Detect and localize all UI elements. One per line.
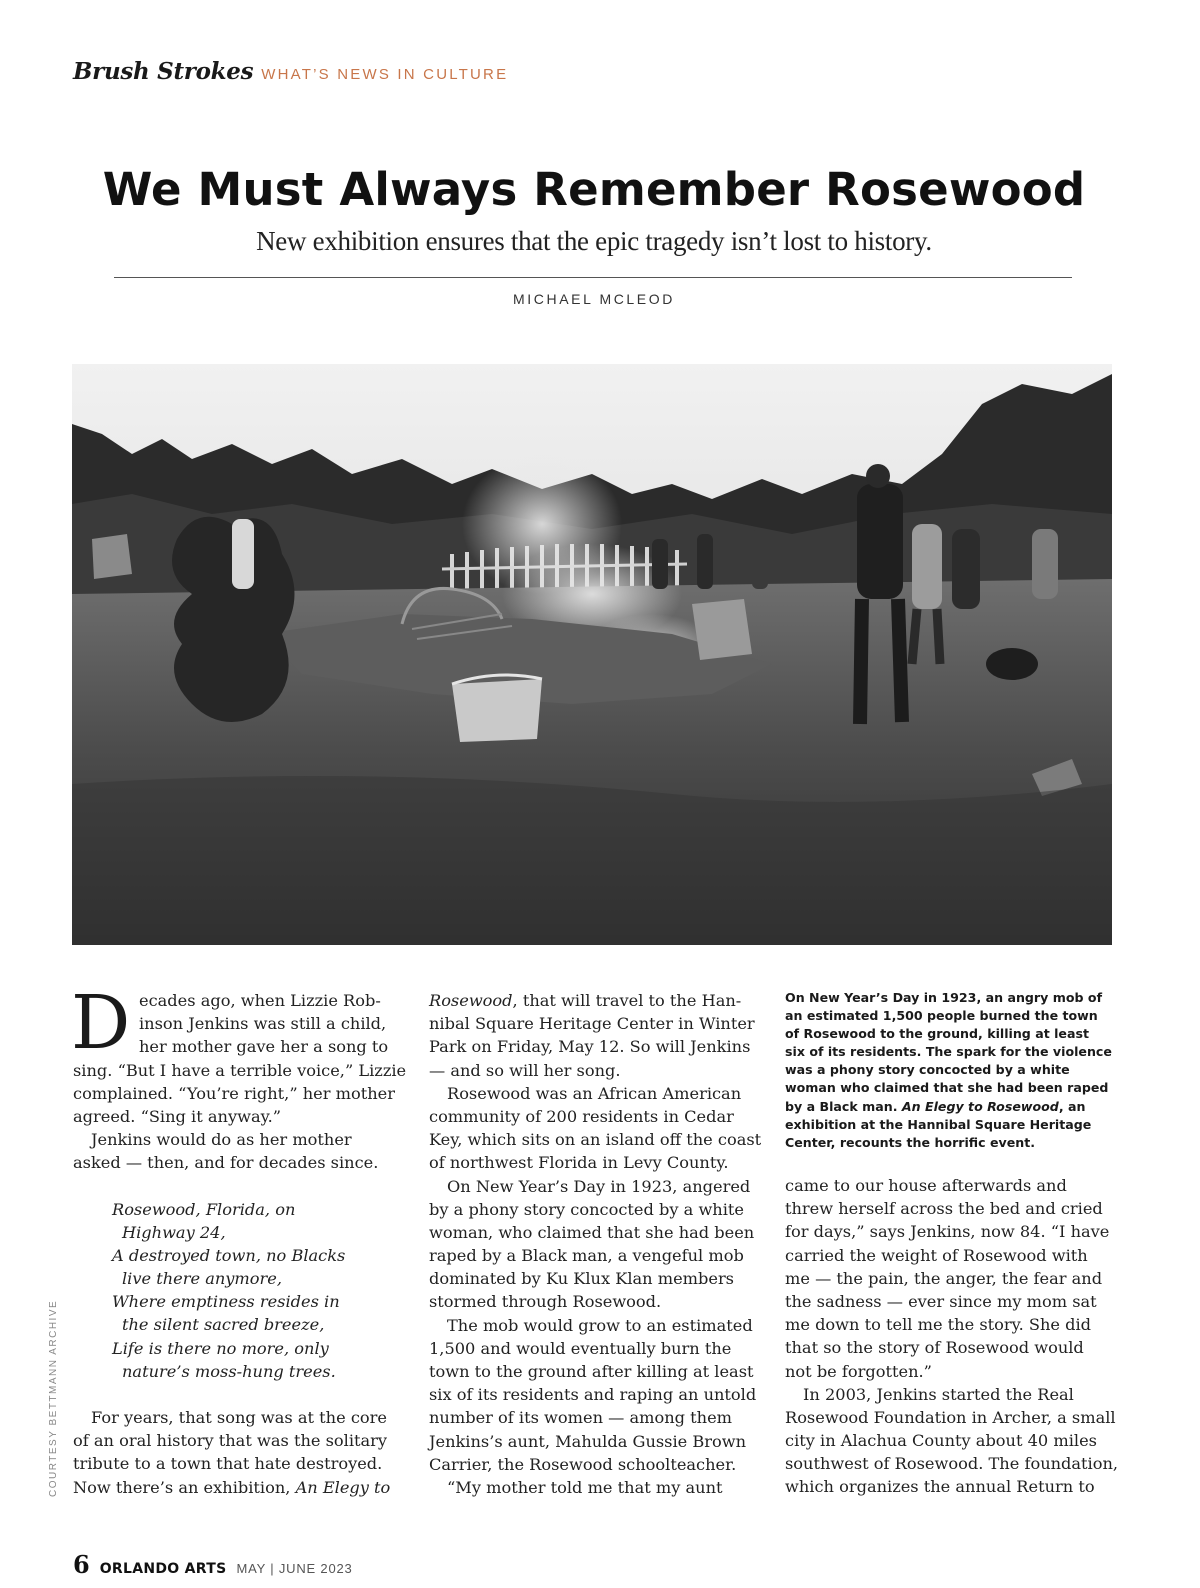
text-line: not be forgotten.”	[785, 1361, 932, 1381]
text-line: woman, who claimed that she had been	[429, 1222, 755, 1242]
song-lyrics	[73, 1198, 403, 1384]
paragraph	[785, 1383, 1119, 1499]
paragraph	[429, 1175, 759, 1314]
text-line: the sadness — ever since my mom sat	[785, 1291, 1097, 1311]
opening-paragraph	[71, 980, 407, 1128]
text-line: by a phony story concocted by a white	[429, 1199, 744, 1219]
text-line: Park on Friday, May 12. So will Jenkins	[429, 1037, 751, 1057]
paragraph	[429, 989, 759, 1082]
paragraph	[73, 1406, 403, 1499]
exhibition-title: Rosewood	[429, 991, 513, 1010]
lyric-line: Life is there no more, only	[112, 1338, 329, 1358]
pullquote-line: six of its residents. The spark for the violence	[785, 1044, 1112, 1060]
text-line: came to our house afterwards and	[785, 1176, 1067, 1195]
text-line: asked — then, and for decades since.	[73, 1153, 379, 1173]
article-photo	[72, 364, 1112, 945]
text-line: sing. “But I have a terrible voice,” Lizzie	[73, 1060, 407, 1080]
pullquote-line: was a phony story concocted by a white	[785, 1062, 1070, 1078]
text-line: of an oral history that was the solitary	[73, 1431, 388, 1451]
text-line: Key, which sits on an island off the coast	[429, 1130, 762, 1150]
text-line: ecades ago, when Lizzie Rob-	[139, 991, 381, 1010]
text-line: carried the weight of Rosewood with	[785, 1245, 1088, 1265]
divider	[114, 277, 1072, 278]
text-line: threw herself across the bed and cried	[785, 1199, 1103, 1219]
text-line: town to the ground after killing at least	[429, 1362, 754, 1381]
text-line: agreed. “Sing it anyway.”	[73, 1106, 282, 1126]
pullquote-line: Center, recounts the horrific event.	[785, 1134, 1036, 1150]
pullquote-line: exhibition at the Hannibal Square Heritage	[785, 1116, 1092, 1132]
paragraph	[73, 1128, 403, 1174]
text-line: raped by a Black man, a vengeful mob	[429, 1246, 744, 1266]
pullquote-line: an estimated 1,500 people burned the town	[785, 1008, 1098, 1024]
exhibition-title: An Elegy to Rosewood	[901, 1098, 1059, 1114]
text-line: that so the story of Rosewood would	[785, 1338, 1084, 1358]
section-title: Brush Strokes	[73, 58, 254, 85]
text-run: Now there’s an exhibition,	[73, 1477, 296, 1497]
article-column-3	[785, 1174, 1119, 1499]
headline: We Must Always Remember Rosewood	[102, 163, 1086, 216]
text-run: , an	[1058, 1098, 1086, 1114]
text-line: tribute to a town that hate destroyed.	[73, 1454, 383, 1474]
article-column-2	[429, 989, 762, 1499]
pullquote-line: of Rosewood to the ground, killing at least	[785, 1026, 1089, 1042]
paragraph	[429, 1314, 759, 1476]
text-run: by a Black man.	[785, 1098, 902, 1114]
paragraph	[429, 1476, 759, 1499]
text-line: of northwest Florida in Levy County.	[429, 1153, 729, 1173]
deck: New exhibition ensures that the epic tragedy isn’t lost to history.	[256, 226, 932, 256]
text-line: for days,” says Jenkins, now 84. “I have	[785, 1222, 1110, 1242]
text-line: Rosewood was an African American	[447, 1083, 742, 1103]
text-line: dominated by Ku Klux Klan members	[429, 1269, 734, 1289]
text-line: number of its women — among them	[429, 1408, 733, 1428]
text-line: 1,500 and would eventually burn the	[429, 1338, 732, 1358]
lyric-line: Where emptiness resides in	[112, 1292, 340, 1312]
lyric-line: A destroyed town, no Blacks	[112, 1245, 346, 1265]
text-line: me — the pain, the anger, the fear and	[785, 1268, 1103, 1288]
burned-town-photo	[72, 364, 1112, 945]
lyric-line: the silent sacred breeze,	[122, 1315, 325, 1335]
text-line: inson Jenkins was still a child,	[139, 1014, 387, 1034]
text-line: city in Alachua County about 40 miles	[785, 1431, 1097, 1451]
text-line: complained. “You’re right,” her mother	[73, 1083, 395, 1103]
paragraph	[429, 1082, 762, 1175]
lyric-line: live there anymore,	[122, 1269, 282, 1289]
text-run: , that will travel to the Han-	[512, 991, 742, 1010]
text-line: On New Year’s Day in 1923, angered	[447, 1176, 751, 1196]
text-line: In 2003, Jenkins started the Real	[803, 1384, 1074, 1404]
text-line: six of its residents and raping an untold	[429, 1385, 757, 1405]
text-line: For years, that song was at the core	[91, 1408, 387, 1427]
text-line: nibal Square Heritage Center in Winter	[429, 1014, 755, 1034]
photo-credit: COURTESY BETTMANN ARCHIVE	[48, 1299, 59, 1497]
lyric-line: Rosewood, Florida, on	[112, 1199, 296, 1219]
pullquote-line: On New Year’s Day in 1923, an angry mob of	[785, 990, 1103, 1005]
lyric-line: Highway 24,	[122, 1222, 226, 1242]
exhibition-title: An Elegy to	[295, 1477, 391, 1497]
publication-name: ORLANDO ARTS	[99, 1561, 227, 1577]
page-footer	[73, 1550, 353, 1579]
text-line: stormed through Rosewood.	[429, 1292, 662, 1312]
paragraph	[785, 1174, 1115, 1383]
issue-date: MAY | JUNE 2023	[236, 1561, 353, 1576]
text-line: which organizes the annual Return to	[785, 1477, 1095, 1497]
text-line: southwest of Rosewood. The foundation,	[785, 1454, 1119, 1474]
text-line: community of 200 residents in Cedar	[429, 1106, 734, 1126]
text-line: — and so will her song.	[429, 1060, 621, 1080]
text-line: her mother gave her a song to	[139, 1037, 389, 1057]
article-column-1	[71, 980, 407, 1499]
text-line: Jenkins’s aunt, Mahulda Gussie Brown	[429, 1431, 747, 1451]
section-header	[73, 58, 508, 85]
text-line: me down to tell me the story. She did	[785, 1315, 1092, 1335]
section-kicker: WHAT’S NEWS IN CULTURE	[261, 66, 509, 83]
byline: MICHAEL MCLEOD	[513, 291, 675, 307]
text-line	[429, 989, 759, 1012]
text-line: Carrier, the Rosewood schoolteacher.	[429, 1454, 737, 1474]
text-line	[73, 1476, 403, 1499]
text-line: The mob would grow to an estimated	[447, 1315, 753, 1335]
page-number: 6	[73, 1550, 90, 1579]
lyric-line: nature’s moss-hung trees.	[122, 1361, 336, 1381]
text-line: “My mother told me that my aunt	[447, 1477, 723, 1497]
pullquote-line	[785, 1098, 1115, 1116]
text-line: Rosewood Foundation in Archer, a small	[785, 1407, 1116, 1427]
pullquote-line: woman who claimed that she had been raped	[785, 1080, 1109, 1096]
text-line: Jenkins would do as her mother	[91, 1130, 352, 1150]
pull-quote	[785, 989, 1115, 1152]
drop-cap: D	[71, 980, 131, 1066]
